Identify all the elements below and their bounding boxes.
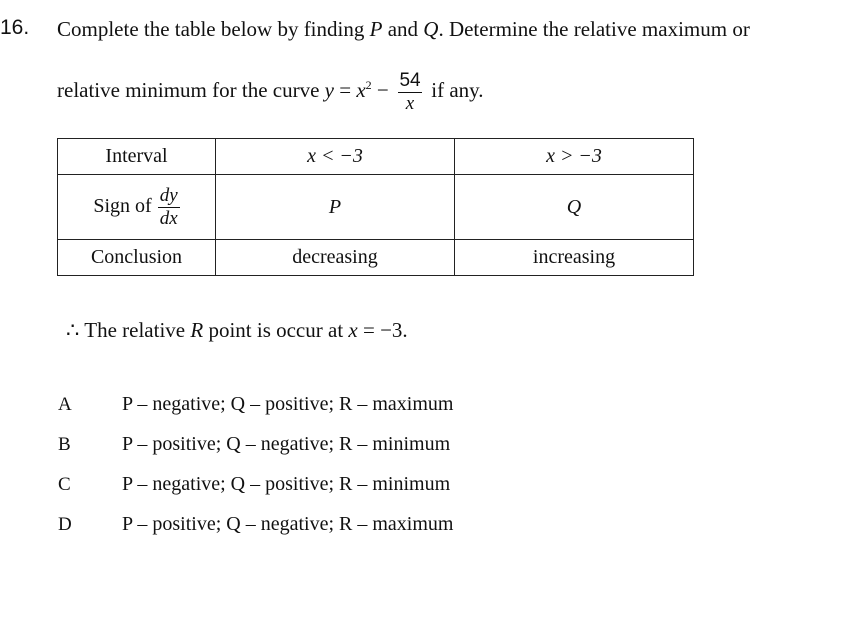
conclusion-left: decreasing (216, 240, 455, 276)
conclusion-statement (66, 318, 408, 343)
sign-label-cell (58, 175, 216, 240)
option-c-text[interactable]: P – negative; Q – positive; R – minimum (122, 473, 451, 495)
derivative-fraction (158, 185, 180, 230)
table-row-sign (58, 175, 694, 240)
sign-label: Sign of (93, 194, 152, 217)
curve-equation (324, 70, 426, 114)
variable-p: P (369, 17, 383, 41)
eq-minus: − (371, 78, 395, 103)
question-line-1 (57, 17, 750, 42)
interval-right: x > −3 (455, 139, 694, 175)
therefore-symbol: ∴ (66, 318, 80, 342)
table-row-interval (58, 139, 694, 175)
sign-right-q: Q (455, 175, 694, 240)
question-number: 16. (0, 16, 30, 39)
statement-pre: The relative (79, 318, 191, 342)
option-d-letter[interactable]: D (58, 514, 72, 535)
variable-q: Q (423, 17, 439, 41)
statement-x: x (348, 318, 358, 342)
statement-post: = −3. (357, 318, 408, 342)
interval-label: Interval (58, 139, 216, 175)
interval-left: x < −3 (216, 139, 455, 175)
statement-r: R (190, 318, 204, 342)
eq-fraction-numerator: 54 (399, 70, 421, 91)
derivative-numerator: dy (159, 184, 178, 206)
eq-exponent: 2 (365, 78, 372, 93)
sign-left-p: P (216, 175, 455, 240)
eq-equals: = (334, 78, 357, 103)
sign-table (57, 138, 694, 276)
eq-y: y (324, 78, 334, 103)
eq-x: x (356, 78, 366, 103)
table-row-conclusion (58, 240, 694, 276)
question-line-2-post: if any. (426, 78, 484, 103)
question-line-1-pre: Complete the table below by finding (57, 17, 370, 41)
derivative-denominator: dx (159, 207, 178, 229)
option-d-text[interactable]: P – positive; Q – negative; R – maximum (122, 513, 454, 535)
conclusion-right: increasing (455, 240, 694, 276)
option-a-text[interactable]: P – negative; Q – positive; R – maximum (122, 393, 454, 415)
option-c-letter[interactable]: C (58, 474, 71, 495)
question-line-2-pre: relative minimum for the curve (57, 78, 325, 103)
option-b-letter[interactable]: B (58, 434, 71, 455)
conclusion-label: Conclusion (58, 240, 216, 276)
eq-fraction-denominator: x (405, 92, 415, 114)
question-line-2 (57, 70, 484, 115)
option-a-letter[interactable]: A (58, 394, 72, 415)
option-b-text[interactable]: P – positive; Q – negative; R – minimum (122, 433, 451, 455)
question-line-1-and: and (382, 17, 424, 41)
eq-fraction (398, 70, 422, 115)
statement-mid: point is occur at (203, 318, 349, 342)
question-line-1-post: . Determine the relative maximum or (438, 17, 750, 41)
